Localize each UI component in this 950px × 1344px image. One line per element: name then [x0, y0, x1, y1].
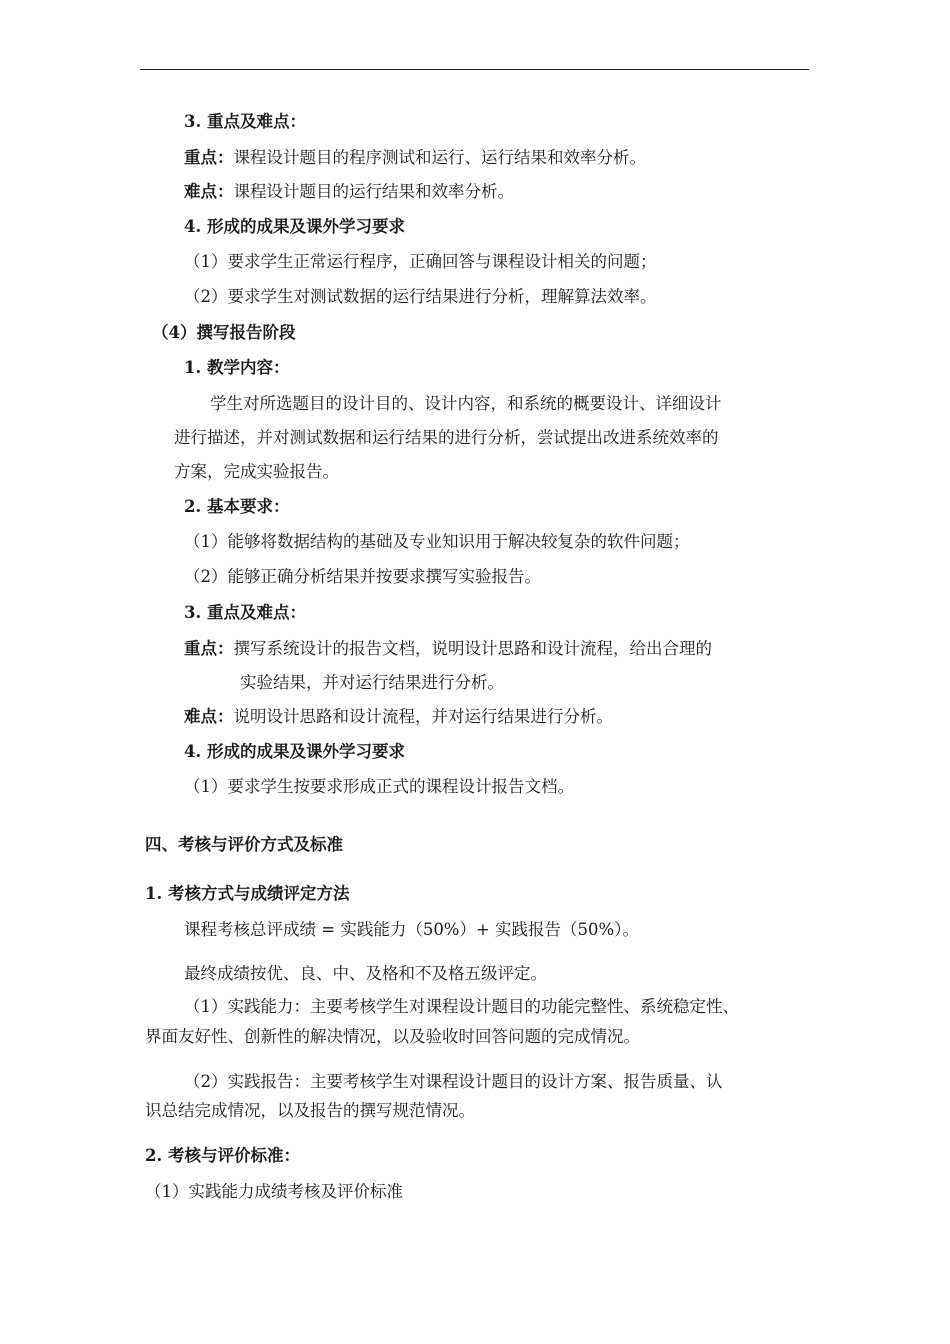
- grading-levels: 最终成绩按优、良、中、及格和不及格五级评定。: [184, 964, 547, 983]
- key-text: 撰写系统设计的报告文档，说明设计思路和设计流程，给出合理的: [233, 639, 712, 658]
- s4-heading: 4. 形成的成果及课外学习要求: [184, 217, 405, 236]
- outcome-heading: 4. 形成的成果及课外学习要求: [184, 742, 405, 761]
- difficulty-label: 难点：: [184, 707, 234, 726]
- outcome-item: （1）要求学生按要求形成正式的课程设计报告文档。: [184, 777, 574, 796]
- basic-item: （2）能够正确分析结果并按要求撰写实验报告。: [184, 567, 541, 586]
- practice-report-line: 识总结完成情况，以及报告的撰写规范情况。: [145, 1101, 475, 1120]
- stage4-difficulty-line: [184, 706, 613, 728]
- content-line: 学生对所选题目的设计目的、设计内容，和系统的概要设计、详细设计: [210, 394, 722, 413]
- difficulty-text: 说明设计思路和设计流程，并对运行结果进行分析。: [233, 707, 613, 726]
- stage4-key-line: [184, 638, 712, 660]
- basic-item: （1）能够将数据结构的基础及专业知识用于解决较复杂的软件问题；: [184, 532, 690, 551]
- sub1-heading: 1. 考核方式与成绩评定方法: [145, 884, 350, 903]
- sub2-item: （1）实践能力成绩考核及评价标准: [145, 1182, 403, 1201]
- s3-key-line: [184, 147, 646, 169]
- s4-item: （1）要求学生正常运行程序，正确回答与课程设计相关的问题；: [184, 252, 657, 271]
- key-label: 重点：: [184, 639, 234, 658]
- practice-ability-line: （1）实践能力：主要考核学生对课程设计题目的功能完整性、系统稳定性、: [184, 997, 739, 1016]
- practice-report-line: （2）实践报告：主要考核学生对课程设计题目的设计方案、报告质量、认: [184, 1072, 723, 1091]
- header-rule: [140, 69, 809, 70]
- s3-heading: 3. 重点及难点：: [184, 112, 306, 131]
- s4-item: （2）要求学生对测试数据的运行结果进行分析，理解算法效率。: [184, 287, 657, 306]
- basic-heading: 2. 基本要求：: [184, 497, 290, 516]
- content-line: 进行描述，并对测试数据和运行结果的进行分析，尝试提出改进系统效率的: [174, 428, 719, 447]
- stage4-title: [152, 322, 295, 344]
- sub2-heading: 2. 考核与评价标准：: [145, 1146, 300, 1165]
- s3-difficulty-line: [184, 181, 514, 203]
- key-text-continued: 实验结果，并对运行结果进行分析。: [240, 673, 504, 692]
- key-label: 重点：: [184, 148, 234, 167]
- difficulty-label: 难点：: [184, 182, 234, 201]
- grade-formula: 课程考核总评成绩 = 实践能力（50%）+ 实践报告（50%）。: [184, 920, 639, 939]
- key-text: 课程设计题目的程序测试和运行、运行结果和效率分析。: [233, 148, 646, 167]
- stage4-title-text: 撰写报告阶段: [196, 323, 296, 342]
- difficulty-text: 课程设计题目的运行结果和效率分析。: [233, 182, 514, 201]
- content-line: 方案，完成实验报告。: [174, 462, 339, 481]
- kd-heading: 3. 重点及难点：: [184, 603, 306, 622]
- practice-ability-line: 界面友好性、创新性的解决情况，以及验收时回答问题的完成情况。: [145, 1027, 640, 1046]
- stage4-number: （4）: [152, 323, 197, 342]
- section4-heading: 四、考核与评价方式及标准: [145, 835, 343, 854]
- content-heading: 1. 教学内容：: [184, 358, 290, 377]
